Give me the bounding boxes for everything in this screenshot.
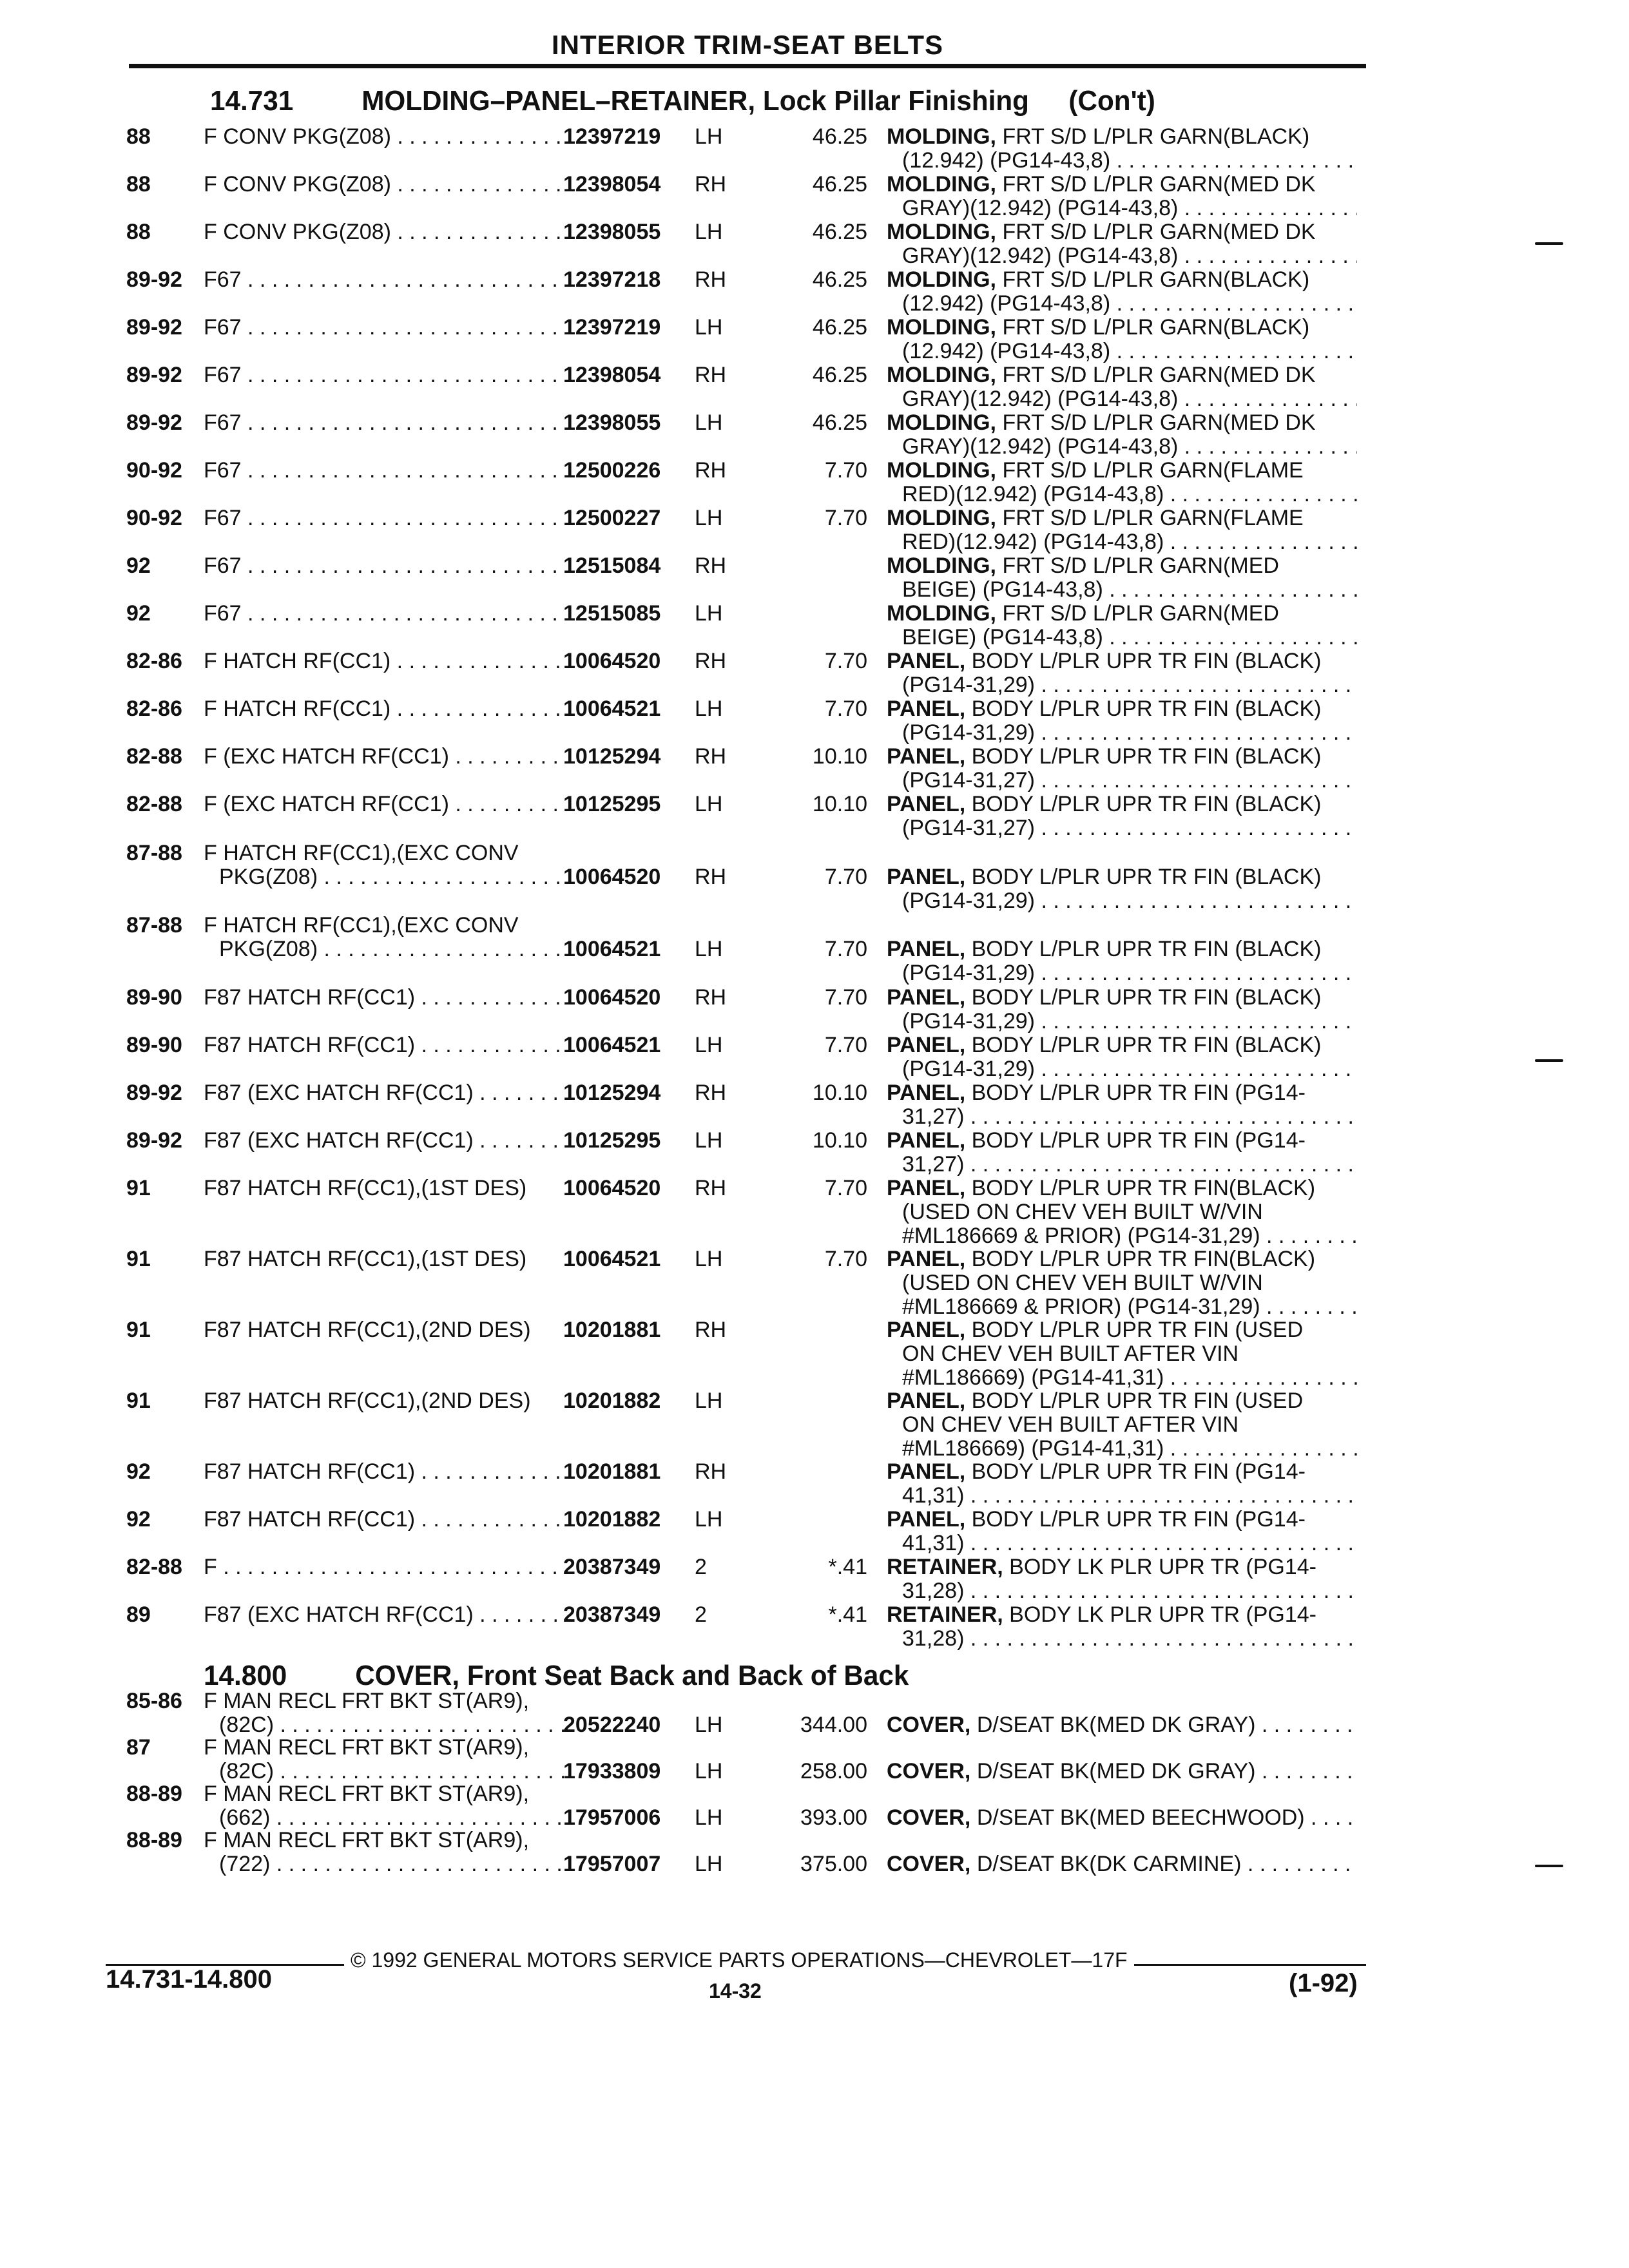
part-description: PANEL, BODY L/PLR UPR TR FIN (BLACK) (PG14-31,29) . . . — [887, 649, 1357, 697]
model-years: 89-92 — [126, 267, 182, 292]
part-description: PANEL, BODY L/PLR UPR TR FIN (BLACK) (PG14-31,29) . . . — [887, 937, 1357, 985]
model-years: 88-89 — [126, 1828, 182, 1852]
part-number: 17933809 — [563, 1759, 661, 1783]
side-or-qty: LH — [695, 697, 723, 721]
model-years: 87-88 — [126, 841, 182, 865]
section-continued: (Con't) — [1068, 85, 1155, 117]
part-number: 10125295 — [563, 1128, 661, 1153]
part-number: 10064520 — [563, 985, 661, 1010]
part-noun: PANEL, — [887, 1033, 966, 1057]
model-years: 91 — [126, 1176, 151, 1200]
side-or-qty: LH — [695, 792, 723, 816]
part-number: 10064521 — [563, 1247, 661, 1271]
margin-mark — [1535, 1059, 1563, 1062]
side-or-qty: LH — [695, 1805, 723, 1830]
unit-price: 344.00 — [800, 1713, 867, 1737]
header-rule — [129, 64, 1366, 68]
section-heading-14731 — [210, 85, 1155, 117]
part-noun: MOLDING, — [887, 125, 996, 149]
unit-price: 7.70 — [824, 649, 867, 673]
model-years: 91 — [126, 1247, 151, 1271]
side-or-qty: LH — [695, 506, 723, 530]
part-number: 12397219 — [563, 315, 661, 340]
side-or-qty: LH — [695, 1852, 723, 1876]
side-or-qty: LH — [695, 1713, 723, 1737]
side-or-qty: 2 — [695, 1602, 707, 1627]
part-noun: PANEL, — [887, 986, 966, 1010]
model-years: 88 — [126, 172, 151, 197]
part-description: PANEL, BODY L/PLR UPR TR FIN (BLACK) (PG14-31,27) . . . — [887, 745, 1357, 793]
part-number: 12398054 — [563, 172, 661, 197]
unit-price: 7.70 — [824, 1033, 867, 1057]
application-description: F87 HATCH RF(CC1),(2ND DES) — [204, 1389, 531, 1413]
part-number: 12398054 — [563, 363, 661, 387]
part-noun: MOLDING, — [887, 602, 996, 626]
part-noun: RETAINER, — [887, 1603, 1003, 1627]
application-description: F67 . . . — [204, 316, 564, 340]
page-title: INTERIOR TRIM-SEAT BELTS — [551, 30, 944, 60]
part-description: MOLDING, FRT S/D L/PLR GARN(MED DK GRAY)(12.942) (PG14-43,8) . . . — [887, 363, 1357, 411]
side-or-qty: LH — [695, 601, 723, 626]
part-description: RETAINER, BODY LK PLR UPR TR (PG14- 31,28) . . . — [887, 1603, 1357, 1651]
part-description: COVER, D/SEAT BK(MED BEECHWOOD) . . . — [887, 1806, 1357, 1830]
part-number: 10064521 — [563, 937, 661, 961]
part-noun: PANEL, — [887, 1129, 966, 1153]
model-years: 89 — [126, 1602, 151, 1627]
unit-price: 10.10 — [812, 744, 867, 769]
unit-price: 7.70 — [824, 1176, 867, 1200]
side-or-qty: RH — [695, 865, 727, 889]
side-or-qty: LH — [695, 1759, 723, 1783]
part-description: MOLDING, FRT S/D L/PLR GARN(MED BEIGE) (PG14-43,8) . . . — [887, 554, 1357, 602]
unit-price: 46.25 — [812, 124, 867, 149]
part-description: MOLDING, FRT S/D L/PLR GARN(MED DK GRAY)(12.942) (PG14-43,8) . . . — [887, 220, 1357, 268]
side-or-qty: LH — [695, 315, 723, 340]
part-number: 20522240 — [563, 1713, 661, 1737]
section-code: 14.731 — [210, 85, 294, 117]
part-number: 10125295 — [563, 792, 661, 816]
application-description: F . . . — [204, 1555, 564, 1579]
application-description: F67 . . . — [204, 363, 564, 387]
side-or-qty: LH — [695, 410, 723, 435]
part-description: PANEL, BODY L/PLR UPR TR FIN (BLACK) (PG14-31,29) . . . — [887, 697, 1357, 745]
part-description: COVER, D/SEAT BK(MED DK GRAY) . . . — [887, 1713, 1357, 1737]
application-description: F87 (EXC HATCH RF(CC1) . . . — [204, 1603, 564, 1627]
model-years: 82-86 — [126, 649, 182, 673]
side-or-qty: LH — [695, 1033, 723, 1057]
unit-price: 7.70 — [824, 458, 867, 483]
part-number: 10201881 — [563, 1318, 661, 1342]
part-number: 10125294 — [563, 744, 661, 769]
part-description: MOLDING, FRT S/D L/PLR GARN(BLACK) (12.942) (PG14-43,8) . . . — [887, 316, 1357, 363]
side-or-qty: LH — [695, 1128, 723, 1153]
part-number: 12515085 — [563, 601, 661, 626]
application-description: F MAN RECL FRT BKT ST(AR9), (662) . . . — [204, 1782, 564, 1830]
part-noun: MOLDING, — [887, 173, 996, 197]
unit-price: 375.00 — [800, 1852, 867, 1876]
part-noun: PANEL, — [887, 865, 966, 889]
application-description: F87 HATCH RF(CC1) . . . — [204, 1033, 564, 1057]
unit-price: 46.25 — [812, 315, 867, 340]
unit-price: 7.70 — [824, 937, 867, 961]
part-noun: COVER, — [887, 1713, 971, 1737]
part-noun: MOLDING, — [887, 316, 996, 340]
part-number: 10064520 — [563, 1176, 661, 1200]
unit-price: *.41 — [828, 1555, 867, 1579]
copyright-notice: © 1992 GENERAL MOTORS SERVICE PARTS OPERATIONS—CHEVROLET—17F — [351, 1948, 1128, 1972]
application-description: F87 (EXC HATCH RF(CC1) . . . — [204, 1081, 564, 1105]
part-number: 12397218 — [563, 267, 661, 292]
part-description: PANEL, BODY L/PLR UPR TR FIN(BLACK) (USED ON CHEV VEH BUILT W/VIN #ML186669 & PRIOR) (PG14-31,29) . . . — [887, 1177, 1357, 1248]
margin-mark — [1535, 242, 1563, 245]
side-or-qty: LH — [695, 1507, 723, 1532]
application-description: F (EXC HATCH RF(CC1) . . . — [204, 793, 564, 816]
application-description: F (EXC HATCH RF(CC1) . . . — [204, 745, 564, 769]
model-years: 92 — [126, 1507, 151, 1532]
part-description: MOLDING, FRT S/D L/PLR GARN(MED DK GRAY)(12.942) (PG14-43,8) . . . — [887, 173, 1357, 220]
section-range: 14.731-14.800 — [106, 1965, 273, 1994]
part-number: 10125294 — [563, 1081, 661, 1105]
part-number: 20387349 — [563, 1555, 661, 1579]
part-noun: MOLDING, — [887, 268, 996, 292]
part-number: 20387349 — [563, 1602, 661, 1627]
unit-price: 46.25 — [812, 267, 867, 292]
side-or-qty: LH — [695, 1247, 723, 1271]
margin-mark — [1535, 1865, 1563, 1867]
unit-price: 7.70 — [824, 506, 867, 530]
page-number: 14-32 — [709, 1979, 762, 2003]
model-years: 92 — [126, 601, 151, 626]
part-number: 10201881 — [563, 1459, 661, 1484]
part-description: PANEL, BODY L/PLR UPR TR FIN (BLACK) (PG14-31,29) . . . — [887, 865, 1357, 913]
model-years: 91 — [126, 1318, 151, 1342]
unit-price: 46.25 — [812, 220, 867, 244]
unit-price: 7.70 — [824, 985, 867, 1010]
part-description: MOLDING, FRT S/D L/PLR GARN(FLAME RED)(12.942) (PG14-43,8) . . . — [887, 506, 1357, 554]
application-description: F67 . . . — [204, 459, 564, 483]
side-or-qty: LH — [695, 1389, 723, 1413]
model-years: 89-92 — [126, 1081, 182, 1105]
part-description: COVER, D/SEAT BK(MED DK GRAY) . . . — [887, 1760, 1357, 1783]
part-description: PANEL, BODY L/PLR UPR TR FIN (PG14- 41,31) . . . — [887, 1460, 1357, 1508]
application-description: F MAN RECL FRT BKT ST(AR9), (82C) . . . — [204, 1689, 564, 1737]
part-number: 10064521 — [563, 697, 661, 721]
part-number: 10064520 — [563, 649, 661, 673]
model-years: 88 — [126, 220, 151, 244]
model-years: 91 — [126, 1389, 151, 1413]
section-title: COVER, Front Seat Back and Back of Back — [355, 1660, 909, 1691]
side-or-qty: RH — [695, 172, 727, 197]
part-noun: PANEL, — [887, 1389, 966, 1413]
part-noun: MOLDING, — [887, 220, 996, 244]
side-or-qty: RH — [695, 649, 727, 673]
part-description: RETAINER, BODY LK PLR UPR TR (PG14- 31,28) . . . — [887, 1555, 1357, 1603]
part-number: 10064521 — [563, 1033, 661, 1057]
part-number: 10201882 — [563, 1389, 661, 1413]
part-noun: PANEL, — [887, 697, 966, 721]
model-years: 82-86 — [126, 697, 182, 721]
model-years: 89-92 — [126, 315, 182, 340]
side-or-qty: RH — [695, 267, 727, 292]
model-years: 88-89 — [126, 1782, 182, 1806]
part-noun: MOLDING, — [887, 411, 996, 435]
unit-price: 46.25 — [812, 410, 867, 435]
application-description: F CONV PKG(Z08) . . . — [204, 220, 564, 244]
part-noun: PANEL, — [887, 1081, 966, 1105]
model-years: 89-92 — [126, 363, 182, 387]
model-years: 92 — [126, 1459, 151, 1484]
part-description: MOLDING, FRT S/D L/PLR GARN(MED BEIGE) (PG14-43,8) . . . — [887, 602, 1357, 649]
part-number: 12500226 — [563, 458, 661, 483]
model-years: 89-90 — [126, 985, 182, 1010]
application-description: F87 (EXC HATCH RF(CC1) . . . — [204, 1129, 564, 1153]
application-description: F MAN RECL FRT BKT ST(AR9), (82C) . . . — [204, 1736, 564, 1783]
model-years: 92 — [126, 553, 151, 578]
application-description: F HATCH RF(CC1) . . . — [204, 697, 564, 721]
part-description: MOLDING, FRT S/D L/PLR GARN(BLACK) (12.942) (PG14-43,8) . . . — [887, 125, 1357, 173]
part-number: 10201882 — [563, 1507, 661, 1532]
unit-price: *.41 — [828, 1602, 867, 1627]
part-noun: MOLDING, — [887, 363, 996, 387]
footer-rule-right — [1134, 1964, 1366, 1966]
part-number: 10064520 — [563, 865, 661, 889]
model-years: 89-90 — [126, 1033, 182, 1057]
application-description: F CONV PKG(Z08) . . . — [204, 125, 564, 149]
part-noun: PANEL, — [887, 1460, 966, 1484]
application-description: F CONV PKG(Z08) . . . — [204, 173, 564, 197]
model-years: 87 — [126, 1735, 151, 1760]
application-description: F67 . . . — [204, 554, 564, 578]
part-noun: COVER, — [887, 1852, 971, 1876]
part-description: PANEL, BODY L/PLR UPR TR FIN (USED ON CHEV VEH BUILT AFTER VIN #ML186669) (PG14-41,31) . . . — [887, 1389, 1357, 1461]
side-or-qty: LH — [695, 937, 723, 961]
unit-price: 10.10 — [812, 1128, 867, 1153]
part-noun: MOLDING, — [887, 554, 996, 578]
model-years: 82-88 — [126, 1555, 182, 1579]
unit-price: 258.00 — [800, 1759, 867, 1783]
part-description: PANEL, BODY L/PLR UPR TR FIN (BLACK) (PG14-31,29) . . . — [887, 1033, 1357, 1081]
part-noun: PANEL, — [887, 793, 966, 816]
part-number: 17957007 — [563, 1852, 661, 1876]
section-title: MOLDING–PANEL–RETAINER, Lock Pillar Finishing — [361, 85, 1029, 117]
part-noun: PANEL, — [887, 745, 966, 769]
part-noun: PANEL, — [887, 1247, 966, 1271]
part-noun: MOLDING, — [887, 506, 996, 530]
application-description: F HATCH RF(CC1),(EXC CONV PKG(Z08) . . . — [204, 841, 564, 889]
side-or-qty: RH — [695, 363, 727, 387]
section-heading-14800 — [204, 1660, 949, 1692]
model-years: 90-92 — [126, 458, 182, 483]
model-years: 89-92 — [126, 410, 182, 435]
application-description: F MAN RECL FRT BKT ST(AR9), (722) . . . — [204, 1829, 564, 1876]
application-description: F67 . . . — [204, 602, 564, 626]
application-description: F87 HATCH RF(CC1),(1ST DES) — [204, 1177, 527, 1200]
part-noun: MOLDING, — [887, 459, 996, 483]
application-description: F87 HATCH RF(CC1),(2ND DES) — [204, 1318, 531, 1342]
part-description: MOLDING, FRT S/D L/PLR GARN(BLACK) (12.942) (PG14-43,8) . . . — [887, 268, 1357, 316]
part-noun: PANEL, — [887, 649, 966, 673]
unit-price: 10.10 — [812, 792, 867, 816]
part-number: 12500227 — [563, 506, 661, 530]
side-or-qty: RH — [695, 744, 727, 769]
unit-price: 7.70 — [824, 697, 867, 721]
part-number: 12398055 — [563, 410, 661, 435]
unit-price: 10.10 — [812, 1081, 867, 1105]
part-description: PANEL, BODY L/PLR UPR TR FIN (PG14- 41,31) . . . — [887, 1508, 1357, 1555]
application-description: F87 HATCH RF(CC1) . . . — [204, 986, 564, 1010]
side-or-qty: RH — [695, 458, 727, 483]
side-or-qty: RH — [695, 1459, 727, 1484]
part-number: 12397219 — [563, 124, 661, 149]
part-number: 12398055 — [563, 220, 661, 244]
side-or-qty: 2 — [695, 1555, 707, 1579]
model-years: 90-92 — [126, 506, 182, 530]
side-or-qty: LH — [695, 124, 723, 149]
application-description: F67 . . . — [204, 268, 564, 292]
application-description: F87 HATCH RF(CC1) . . . — [204, 1460, 564, 1484]
part-noun: PANEL, — [887, 1318, 966, 1342]
side-or-qty: LH — [695, 220, 723, 244]
part-description: MOLDING, FRT S/D L/PLR GARN(FLAME RED)(12.942) (PG14-43,8) . . . — [887, 459, 1357, 506]
model-years: 82-88 — [126, 792, 182, 816]
part-noun: COVER, — [887, 1760, 971, 1783]
part-description: PANEL, BODY L/PLR UPR TR FIN (BLACK) (PG14-31,27) . . . — [887, 793, 1357, 840]
part-noun: PANEL, — [887, 1508, 966, 1532]
part-number: 12515084 — [563, 553, 661, 578]
application-description: F HATCH RF(CC1) . . . — [204, 649, 564, 673]
model-years: 88 — [126, 124, 151, 149]
side-or-qty: RH — [695, 985, 727, 1010]
application-description: F87 HATCH RF(CC1) . . . — [204, 1508, 564, 1532]
unit-price: 393.00 — [800, 1805, 867, 1830]
model-years: 82-88 — [126, 744, 182, 769]
unit-price: 7.70 — [824, 865, 867, 889]
side-or-qty: RH — [695, 1318, 727, 1342]
model-years: 85-86 — [126, 1689, 182, 1713]
application-description: F87 HATCH RF(CC1),(1ST DES) — [204, 1247, 527, 1271]
unit-price: 46.25 — [812, 363, 867, 387]
side-or-qty: RH — [695, 553, 727, 578]
part-noun: COVER, — [887, 1806, 971, 1830]
part-description: PANEL, BODY L/PLR UPR TR FIN(BLACK) (USED ON CHEV VEH BUILT W/VIN #ML186669 & PRIOR) (PG14-31,29) . . . — [887, 1247, 1357, 1319]
part-description: PANEL, BODY L/PLR UPR TR FIN (PG14- 31,27) . . . — [887, 1129, 1357, 1177]
part-noun: PANEL, — [887, 937, 966, 961]
part-noun: RETAINER, — [887, 1555, 1003, 1579]
part-noun: PANEL, — [887, 1177, 966, 1200]
part-description: MOLDING, FRT S/D L/PLR GARN(MED DK GRAY)(12.942) (PG14-43,8) . . . — [887, 411, 1357, 459]
part-number: 17957006 — [563, 1805, 661, 1830]
part-description: COVER, D/SEAT BK(DK CARMINE) . . . — [887, 1852, 1357, 1876]
section-code: 14.800 — [204, 1660, 287, 1691]
unit-price: 46.25 — [812, 172, 867, 197]
revision-date: (1-92) — [1289, 1969, 1358, 1997]
side-or-qty: RH — [695, 1176, 727, 1200]
model-years: 89-92 — [126, 1128, 182, 1153]
application-description: F67 . . . — [204, 506, 564, 530]
application-description: F HATCH RF(CC1),(EXC CONV PKG(Z08) . . . — [204, 914, 564, 961]
model-years: 87-88 — [126, 913, 182, 937]
application-description: F67 . . . — [204, 411, 564, 435]
part-description: PANEL, BODY L/PLR UPR TR FIN (USED ON CHEV VEH BUILT AFTER VIN #ML186669) (PG14-41,31) . . . — [887, 1318, 1357, 1390]
unit-price: 7.70 — [824, 1247, 867, 1271]
side-or-qty: RH — [695, 1081, 727, 1105]
part-description: PANEL, BODY L/PLR UPR TR FIN (PG14- 31,27) . . . — [887, 1081, 1357, 1129]
part-description: PANEL, BODY L/PLR UPR TR FIN (BLACK) (PG14-31,29) . . . — [887, 986, 1357, 1033]
